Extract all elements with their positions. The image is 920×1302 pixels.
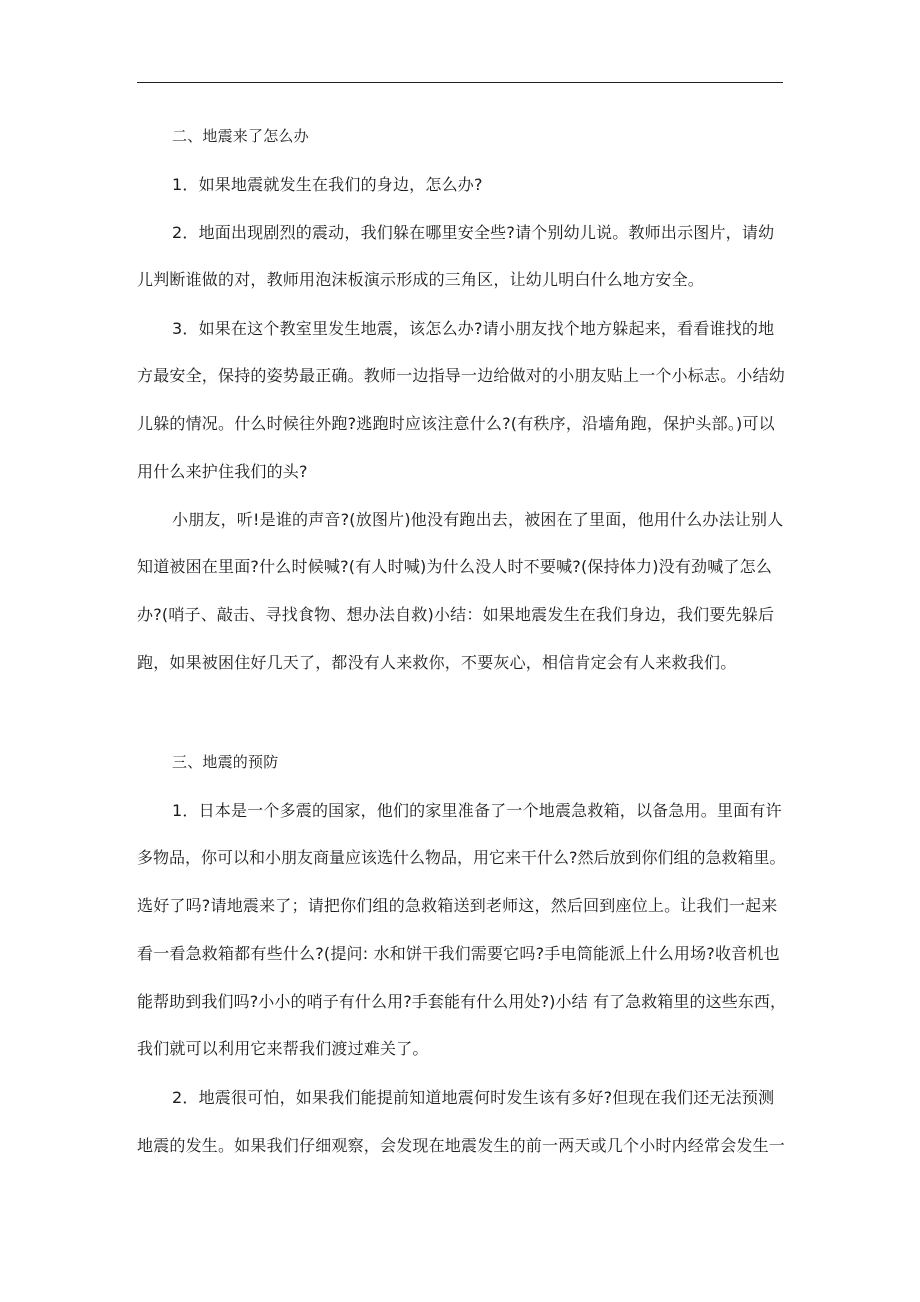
paragraph-line: 2．地震很可怕，如果我们能提前知道地震何时发生该有多好?但现在我们还无法预测 (172, 1088, 775, 1107)
paragraph-line: 用什么来护住我们的头? (137, 462, 308, 481)
paragraph-line: 选好了吗?请地震来了；请把你们组的急救箱送到老师这，然后回到座位上。让我们一起来 (137, 896, 778, 915)
paragraph-line: 能帮助到我们吗?小小的哨子有什么用?手套能有什么用处?)小结 有了急救箱里的这些东西， (137, 992, 787, 1011)
section-heading-3: 三、地震的预防 (172, 753, 279, 771)
paragraph-line: 知道被困在里面?什么时候喊?(有人时喊)为什么没人时不要喊?(保持体力)没有劲喊了怎么 (137, 557, 773, 576)
paragraph-line: 2．地面出现剧烈的震动，我们躲在哪里安全些?请个别幼儿说。教师出示图片，请幼 (172, 223, 775, 242)
paragraph-line: 我们就可以利用它来帮我们渡过难关了。 (137, 1039, 429, 1058)
paragraph-line: 方最安全，保持的姿势最正确。教师一边指导一边给做对的小朋友贴上一个小标志。小结幼 (137, 366, 786, 385)
paragraph-line: 3．如果在这个教室里发生地震，该怎么办?请小朋友找个地方躲起来，看看谁找的地 (172, 319, 775, 338)
paragraph-line: 办?(哨子、敲击、寻找食物、想办法自救)小结：如果地震发生在我们身边，我们要先躲后 (137, 605, 775, 624)
paragraph-line: 儿判断谁做的对，教师用泡沫板演示形成的三角区，让幼儿明白什么地方安全。 (137, 270, 705, 289)
paragraph-line: 儿躲的情况。什么时候往外跑?逃跑时应该注意什么?(有秩序，沿墙角跑，保护头部。)可以 (137, 414, 775, 433)
paragraph-line: 1．如果地震就发生在我们的身边，怎么办? (172, 175, 483, 194)
paragraph-line: 1．日本是一个多震的国家，他们的家里准备了一个地震急救箱，以备急用。里面有许 (172, 801, 782, 820)
paragraph-line: 小朋友，听!是谁的声音?(放图片)他没有跑出去，被困在了里面，他用什么办法让别人 (172, 510, 784, 529)
paragraph-line: 看一看急救箱都有些什么?(提问: 水和饼干我们需要它吗?手电筒能派上什么用场?收音机也 (137, 944, 780, 963)
paragraph-line: 地震的发生。如果我们仔细观察，会发现在地震发生的前一两天或几个小时内经常会发生一 (137, 1136, 786, 1155)
paragraph-line: 多物品，你可以和小朋友商量应该选什么物品，用它来干什么?然后放到你们组的急救箱里。 (137, 848, 786, 867)
paragraph-line: 跑，如果被困住好几天了，都没有人来救你，不要灰心，相信肯定会有人来救我们。 (137, 653, 737, 672)
header-rule (137, 82, 783, 83)
section-heading-2: 二、地震来了怎么办 (172, 127, 309, 145)
